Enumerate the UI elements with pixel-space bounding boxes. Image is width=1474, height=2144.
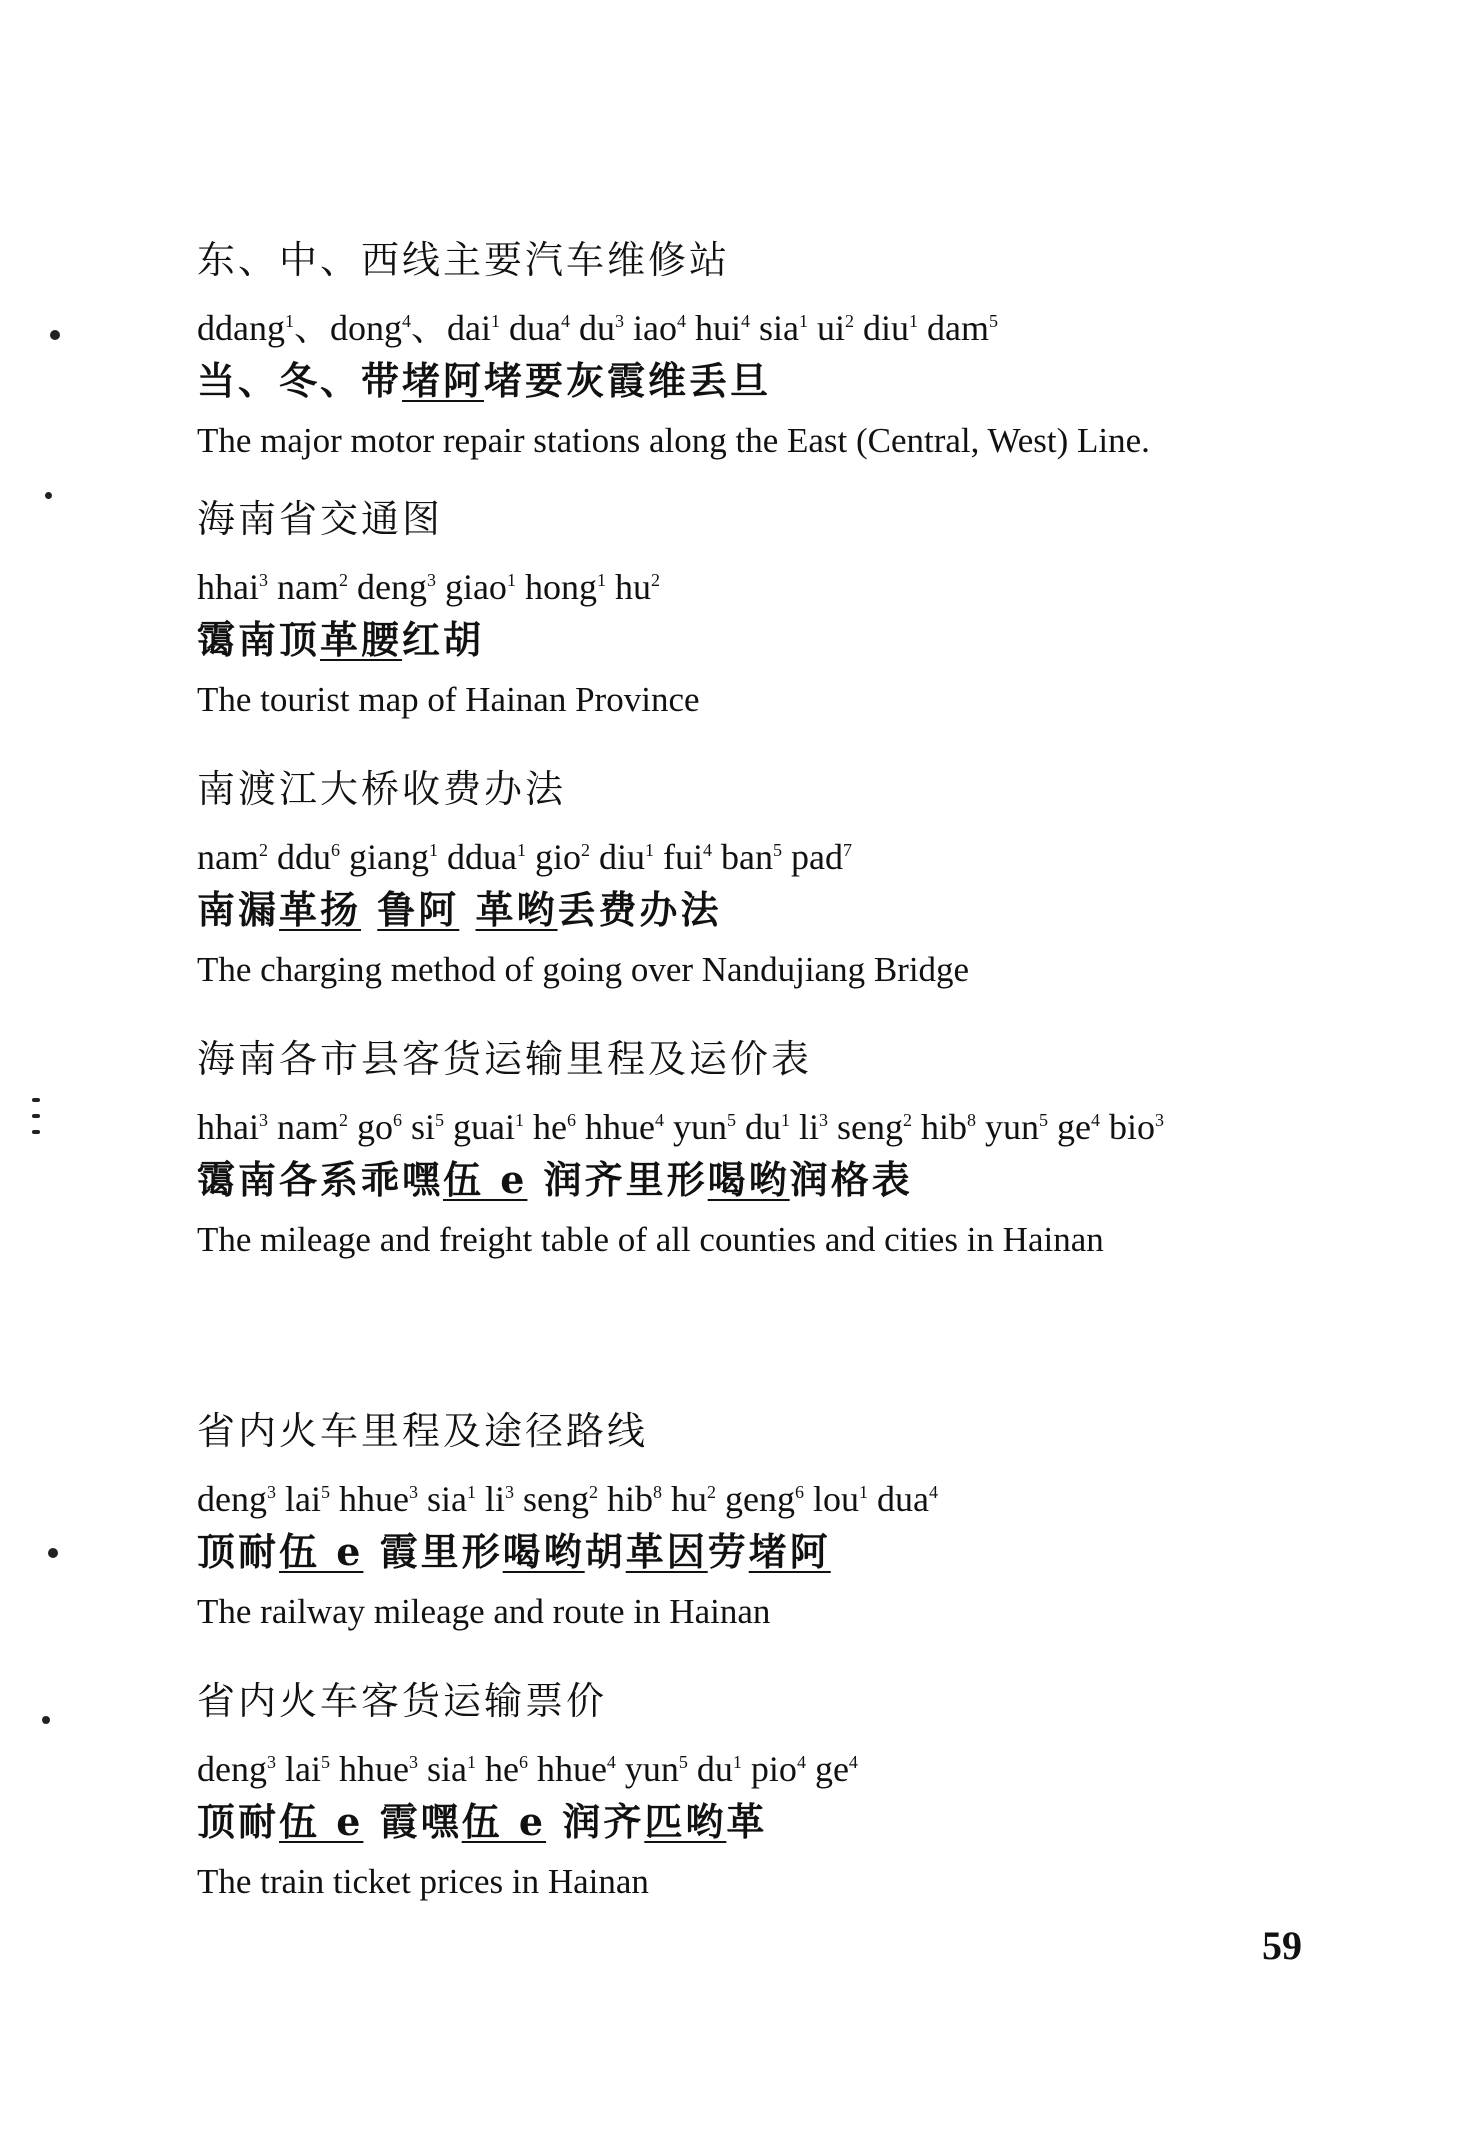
pinyin-line: hhai$^3$ nam$^2$ $go^6$ $si^5$ guai$^1$ $he^6$ hhue$^4$ yun$^5$ $du^1$ $li^3$ seng$^2$ hib$^8$ yun$^5$ $ge^4$ bio$^3$: [197, 1107, 1164, 1147]
pinyin-line: hhai$^3$ nam$^2$ deng$^3$ giao$^1$ hong$^1$ $hu^2$: [197, 567, 660, 607]
chinese-heading: 海南各市县客货运输里程及运价表: [197, 1037, 813, 1081]
chinese-heading: 省内火车里程及途径路线: [197, 1409, 649, 1453]
scan-mark: [32, 1098, 40, 1102]
english-line: The mileage and freight table of all counties and cities in Hainan: [197, 1220, 1104, 1259]
scan-mark: [42, 1716, 50, 1724]
english-line: The train ticket prices in Hainan: [197, 1862, 649, 1901]
hainanese-line: 霭南顶革腰红胡: [197, 617, 485, 662]
entry-5: [197, 1400, 1417, 1642]
entry-4: [197, 1028, 1417, 1270]
entry-6: [197, 1670, 1417, 1912]
pinyin-line: deng$^3$ lai$^5$ hhue$^3$ sia$^1$ $li^3$ seng$^2$ hib$^8$ $hu^2$ geng$^6$ lou$^1$ dua$^4$: [197, 1479, 938, 1519]
hainanese-line: 霭南各系乖嘿伍 e 润齐里形喝哟润格表: [197, 1157, 913, 1202]
scan-mark: [50, 330, 60, 340]
hainanese-line: 当、冬、带堵阿堵要灰霞维丢旦: [197, 358, 772, 403]
entry-1: [197, 229, 1417, 471]
chinese-heading: 东、中、西线主要汽车维修站: [197, 238, 731, 282]
english-line: The tourist map of Hainan Province: [197, 680, 700, 719]
scan-mark: [32, 1130, 40, 1134]
english-line: The major motor repair stations along the East (Central, West) Line.: [197, 421, 1150, 460]
hainanese-line: 顶耐伍 e 霞嘿伍 e 润齐匹哟革: [197, 1799, 768, 1844]
english-line: The railway mileage and route in Hainan: [197, 1592, 771, 1631]
scan-mark: [48, 1548, 58, 1558]
chinese-heading: 省内火车客货运输票价: [197, 1679, 608, 1723]
pinyin-line: nam$^2$ ddu$^6$ giang$^1$ ddua$^1$ gio$^2$ diu$^1$ fui$^4$ ban$^5$ pad$^7$: [197, 837, 852, 877]
page-number: 59: [1262, 1923, 1302, 1968]
pinyin-line: deng$^3$ lai$^5$ hhue$^3$ sia$^1$ $he^6$ hhue$^4$ yun$^5$ $du^1$ pio$^4$ $ge^4$: [197, 1749, 858, 1789]
entry-2: [197, 488, 1417, 730]
chinese-heading: 南渡江大桥收费办法: [197, 767, 567, 811]
english-line: The charging method of going over Nandujiang Bridge: [197, 950, 970, 989]
scan-mark: [45, 492, 52, 499]
entry-3: [197, 758, 1417, 1000]
chinese-heading: 海南省交通图: [197, 497, 444, 541]
hainanese-line: 南漏革扬 鲁阿 革哟丢费办法: [197, 887, 722, 932]
hainanese-line: 顶耐伍 e 霞里形喝哟胡革因劳堵阿: [197, 1529, 831, 1574]
pinyin-line: ddang$^1$、dong$^4$、dai$^1$ dua$^4$ $du^3$ iao$^4$ hui$^4$ sia$^1$ $ui^2$ diu$^1$ dam$^5$: [197, 308, 998, 348]
scan-mark: [32, 1114, 40, 1118]
